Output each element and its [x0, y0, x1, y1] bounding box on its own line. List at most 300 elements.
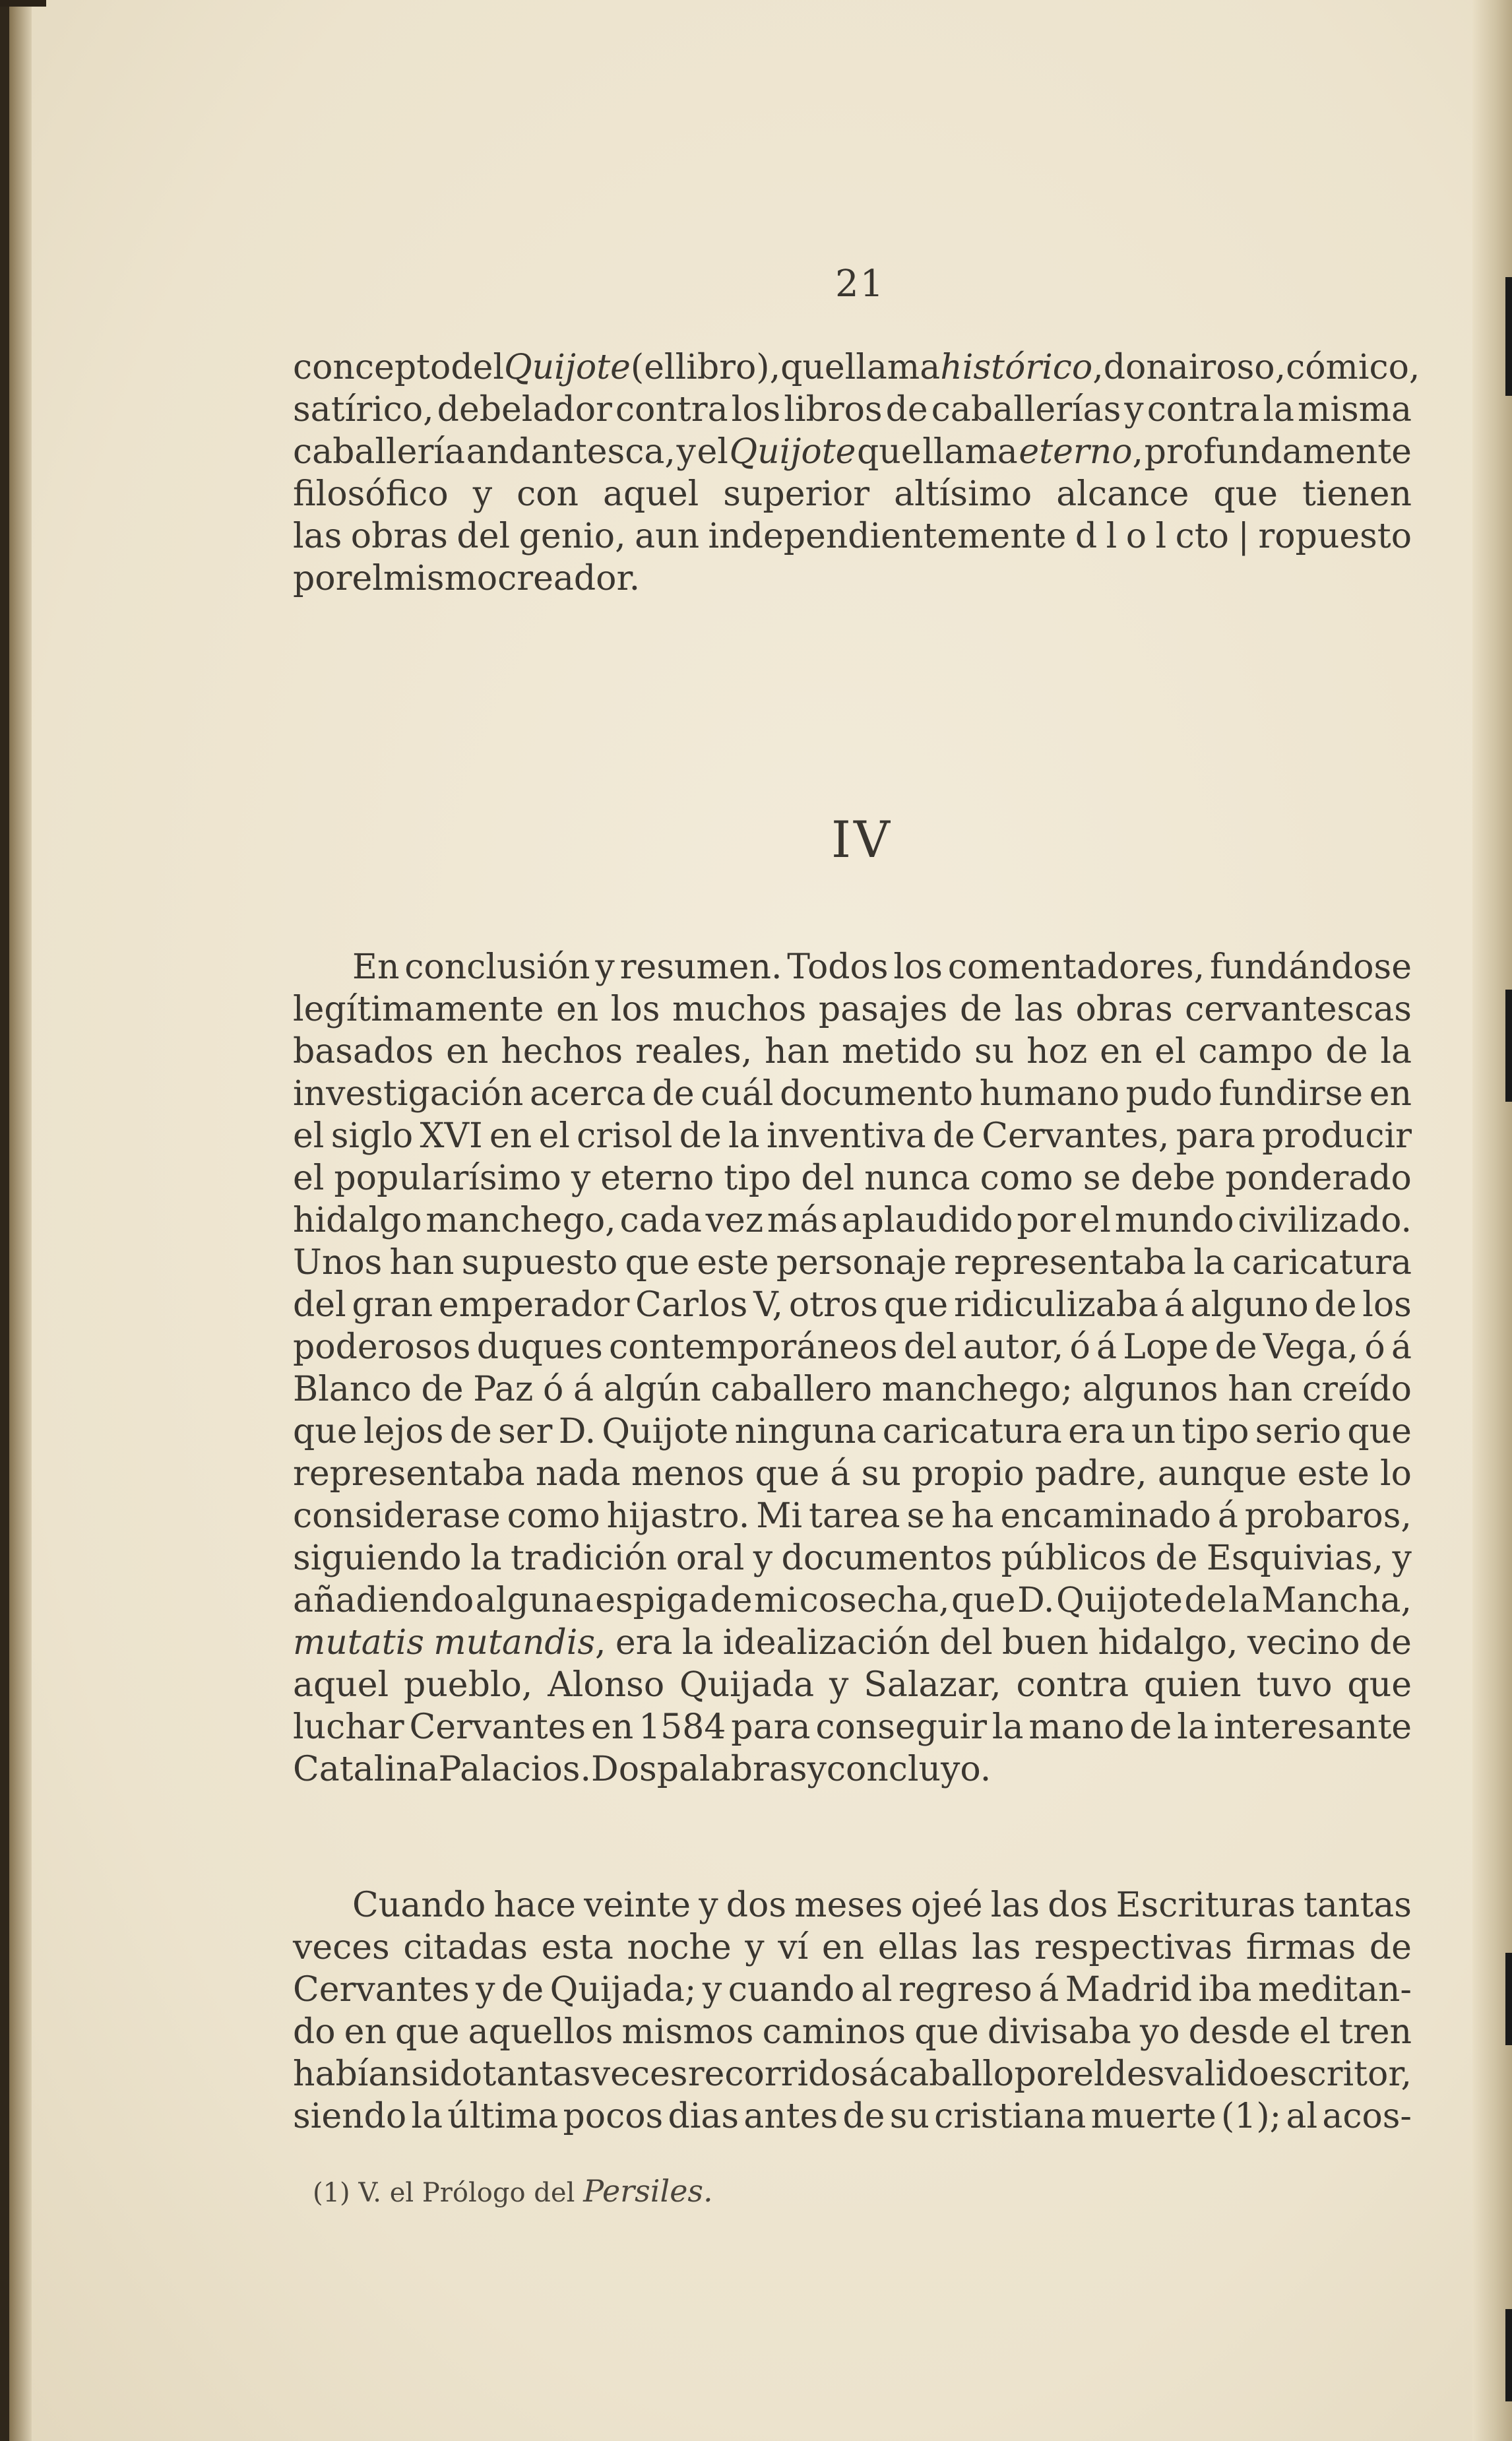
word: de: [710, 1581, 753, 1620]
word: aquel: [603, 474, 699, 514]
word: firmas: [1245, 1928, 1356, 1967]
word: que: [1347, 1412, 1412, 1451]
word: acerca: [529, 1074, 646, 1114]
word: profundamente: [1144, 432, 1412, 472]
word: hechos: [501, 1032, 623, 1071]
word: Quijote: [602, 1412, 729, 1451]
word: obras: [350, 517, 448, 556]
paragraph-continuation: [293, 346, 1420, 600]
word: para: [1176, 1116, 1255, 1156]
word: á: [1217, 1496, 1238, 1536]
text-line: [293, 473, 1412, 515]
word: tarea: [809, 1496, 900, 1536]
word: vecino: [1247, 1623, 1360, 1663]
text-line: [293, 389, 1412, 431]
word: esta: [541, 1928, 614, 1967]
word: D.: [1017, 1581, 1055, 1620]
word: do: [293, 2012, 336, 2052]
word: veces: [293, 1928, 390, 1967]
word: poderosos: [293, 1327, 471, 1367]
word: y: [472, 474, 493, 514]
word: cómico,: [1286, 348, 1420, 387]
word: aquel: [293, 1665, 389, 1705]
word: inventiva: [766, 1116, 926, 1156]
word: ellas: [877, 1928, 959, 1967]
word: á: [1391, 1327, 1412, 1367]
word: este: [697, 1243, 769, 1283]
word: á: [868, 2054, 889, 2094]
word: libro),: [675, 348, 781, 387]
italic-word: Quijote: [504, 348, 631, 387]
word: del: [903, 1327, 957, 1367]
word: ridiculizaba: [953, 1285, 1158, 1325]
word: siguiendo: [293, 1538, 462, 1578]
text-line: [293, 346, 1420, 389]
word: tipo: [1181, 1412, 1249, 1451]
word: tradición: [510, 1538, 668, 1578]
word: representaba: [954, 1243, 1186, 1283]
word: caballería: [293, 432, 465, 472]
word: los: [1362, 1285, 1412, 1325]
word: altísimo: [894, 474, 1032, 514]
word: aquellos: [468, 2012, 614, 2052]
word: ha: [951, 1496, 994, 1536]
word: Alonso: [548, 1665, 665, 1705]
word: que: [1347, 1665, 1412, 1705]
text-line: [293, 1157, 1412, 1199]
text-line: [293, 1537, 1412, 1579]
word: tienen: [1302, 474, 1412, 514]
word: oral: [676, 1538, 745, 1578]
word: lo: [1379, 1454, 1412, 1494]
word: que: [951, 1581, 1016, 1620]
word: ,: [1132, 432, 1144, 472]
text-line: [293, 2011, 1412, 2053]
word: la: [470, 1538, 502, 1578]
word: concepto: [293, 348, 451, 387]
word: el: [697, 432, 728, 472]
word: ropuesto: [1258, 517, 1412, 556]
word: como: [980, 1158, 1073, 1198]
word: en: [821, 1928, 865, 1967]
word: manchego,: [425, 1201, 616, 1240]
word: se: [906, 1496, 945, 1536]
word: interesante: [1213, 1707, 1412, 1747]
word: yo: [1139, 2012, 1180, 2052]
word: de: [1155, 1538, 1198, 1578]
word: por: [293, 559, 352, 598]
word: menos: [631, 1454, 745, 1494]
word: muerte: [1090, 2097, 1216, 2136]
word: fundirse: [1218, 1074, 1364, 1114]
binding-corner: [0, 0, 46, 7]
word: contra: [1016, 1665, 1129, 1705]
text-line: [293, 1453, 1412, 1495]
word: por: [1017, 1201, 1076, 1240]
word: y: [807, 1750, 827, 1789]
word: y: [571, 1158, 591, 1198]
word: supuesto: [461, 1243, 618, 1283]
word: regreso: [898, 1970, 1032, 2010]
word: autor,: [962, 1327, 1064, 1367]
word: l: [1155, 517, 1167, 556]
word: cosecha,: [799, 1581, 950, 1620]
word: documento: [780, 1074, 974, 1114]
word: desde: [1188, 2012, 1291, 2052]
word: y: [829, 1665, 849, 1705]
word: su: [889, 2097, 929, 2136]
text-line: [293, 1368, 1412, 1411]
word: resumen.: [619, 947, 782, 987]
word: vez: [705, 1201, 764, 1240]
word: algún: [603, 1370, 701, 1409]
italic-word: eterno: [1019, 432, 1133, 472]
word: civilizado.: [1238, 1201, 1412, 1240]
word: el: [1299, 2012, 1331, 2052]
word: la: [1177, 1707, 1209, 1747]
word: hidalgo,: [1098, 1623, 1238, 1663]
word: ninguna: [734, 1412, 877, 1451]
word: caricatura: [882, 1412, 1062, 1451]
word: de: [679, 1116, 722, 1156]
word: D.: [558, 1412, 596, 1451]
word: documentos: [781, 1538, 993, 1578]
word: última: [447, 2097, 559, 2136]
text-line: [293, 1199, 1412, 1242]
word: de: [1369, 1623, 1412, 1663]
footnote: [313, 2173, 713, 2209]
text-line: [293, 557, 1412, 600]
word: pocos: [563, 2097, 664, 2136]
word: ó: [543, 1370, 564, 1409]
word: que: [1213, 474, 1278, 514]
word: que: [780, 348, 845, 387]
word: siglo: [331, 1116, 414, 1156]
word: escritor,: [1269, 2054, 1412, 2094]
word: que: [883, 1285, 949, 1325]
word: mano: [1028, 1707, 1125, 1747]
word: cervantescas: [1185, 990, 1412, 1029]
word: comentadores,: [947, 947, 1205, 987]
word: veinte: [584, 1886, 691, 1925]
word: caminos: [762, 2012, 906, 2052]
word: debe: [1131, 1158, 1216, 1198]
word: del: [801, 1158, 855, 1198]
word: iba: [1198, 1970, 1252, 2010]
word: los: [610, 990, 660, 1029]
word: palabras: [656, 1750, 807, 1789]
text-line: [293, 1115, 1412, 1157]
word: |: [1238, 517, 1249, 556]
word: tipo: [724, 1158, 792, 1198]
word: contra: [1147, 390, 1260, 429]
word: d: [1075, 517, 1098, 556]
word: de: [842, 2097, 885, 2136]
word: Catalina: [293, 1750, 439, 1789]
word: tantas: [482, 2054, 591, 2094]
word: debelador: [437, 390, 612, 429]
text-line: [293, 1411, 1412, 1453]
word: era: [1068, 1412, 1125, 1451]
word: dias: [668, 2097, 740, 2136]
word: ó: [1069, 1327, 1090, 1367]
word: Madrid: [1065, 1970, 1193, 2010]
word: hace: [493, 1886, 576, 1925]
word: en: [344, 2012, 387, 2052]
word: su: [861, 1454, 901, 1494]
word: ,: [595, 1623, 606, 1663]
word: caricatura: [1232, 1243, 1412, 1283]
text-line: [293, 1748, 1412, 1791]
word: Cervantes: [293, 1970, 470, 2010]
edge-mark: [1505, 990, 1512, 1102]
word: que: [395, 2012, 460, 2052]
word: idealización: [722, 1623, 930, 1663]
text-line: [293, 2053, 1412, 2095]
footnote-text: V. el Prólogo del: [358, 2178, 584, 2208]
word: contemporáneos: [609, 1327, 898, 1367]
word: Lope: [1123, 1327, 1209, 1367]
word: cuál: [701, 1074, 774, 1114]
text-line: [293, 1073, 1412, 1115]
word: creído: [1302, 1370, 1412, 1409]
word: ,: [1092, 348, 1104, 387]
word: Vega,: [1263, 1327, 1359, 1367]
italic-word: mutandis: [433, 1623, 596, 1663]
word: V,: [753, 1285, 784, 1325]
word: XVI: [420, 1116, 483, 1156]
word: la: [1263, 390, 1295, 429]
word: que: [625, 1243, 690, 1283]
word: y: [595, 947, 615, 987]
word: Paz: [473, 1370, 534, 1409]
word: Mi: [756, 1496, 803, 1536]
word: añadiendo: [293, 1581, 474, 1620]
word: satírico,: [293, 390, 434, 429]
word: lejos: [363, 1412, 444, 1451]
word: á: [573, 1370, 594, 1409]
word: de: [449, 1412, 492, 1451]
word: de: [1184, 1581, 1227, 1620]
word: personaje: [776, 1243, 947, 1283]
word: tuvo: [1256, 1665, 1333, 1705]
word: en: [1100, 1032, 1143, 1071]
word: caballerías: [931, 390, 1121, 429]
word: campo: [1198, 1032, 1313, 1071]
word: algunos: [1082, 1370, 1218, 1409]
word: muchos: [672, 990, 807, 1029]
word: Todos: [787, 947, 889, 987]
word: propio: [912, 1454, 1024, 1494]
word: que: [293, 1412, 358, 1451]
edge-mark: [1505, 2309, 1512, 2401]
word: en: [590, 1707, 634, 1747]
word: Palacios.: [438, 1750, 592, 1789]
word: mismo: [383, 559, 498, 598]
word: y: [1124, 390, 1144, 429]
word: concluyo.: [826, 1750, 992, 1789]
word: el: [293, 1158, 325, 1198]
word: Cervantes,: [982, 1116, 1170, 1156]
word: Dos: [591, 1750, 657, 1789]
word: el: [1154, 1032, 1186, 1071]
word: emperador: [438, 1285, 630, 1325]
word: ví: [778, 1928, 809, 1967]
word: han: [389, 1243, 455, 1283]
word: pudo: [1125, 1074, 1213, 1114]
word: popularísimo: [334, 1158, 561, 1198]
word: á: [830, 1454, 851, 1494]
word: y: [753, 1538, 773, 1578]
word: en: [555, 990, 599, 1029]
word: llama: [844, 348, 941, 387]
text-line: [293, 1030, 1412, 1073]
word: considerase: [293, 1496, 501, 1536]
italic-word: mutatis: [293, 1623, 424, 1663]
word: meditan-: [1258, 1970, 1412, 2010]
text-line: [293, 1326, 1412, 1368]
word: Unos: [293, 1243, 383, 1283]
text-line: [293, 1926, 1412, 1969]
word: las: [293, 517, 342, 556]
word: donairoso,: [1103, 348, 1286, 387]
word: han: [765, 1032, 830, 1071]
word: hijastro.: [606, 1496, 750, 1536]
word: han: [1228, 1370, 1293, 1409]
word: á: [1096, 1327, 1118, 1367]
word: este: [1297, 1454, 1370, 1494]
word: buen: [1002, 1623, 1089, 1663]
word: Carlos: [635, 1285, 748, 1325]
word: nada: [535, 1454, 621, 1494]
word: hoz: [1026, 1032, 1088, 1071]
word: la: [1193, 1243, 1225, 1283]
italic-word: histórico: [940, 348, 1093, 387]
word: 1584: [639, 1707, 726, 1747]
edge-mark: [1505, 1953, 1512, 2045]
word: padre,: [1034, 1454, 1147, 1494]
word: era: [615, 1623, 673, 1663]
word: eterno: [600, 1158, 714, 1198]
word: mi: [753, 1581, 798, 1620]
word: acos-: [1322, 2097, 1412, 2136]
word: las: [1014, 990, 1063, 1029]
word: de: [932, 1116, 975, 1156]
word: cto: [1175, 517, 1229, 556]
word: alguna: [475, 1581, 594, 1620]
word: veces: [590, 2054, 688, 2094]
word: producir: [1262, 1116, 1412, 1156]
word: cristiana: [934, 2097, 1087, 2136]
word: divisaba: [987, 2012, 1131, 2052]
word: sido: [411, 2054, 483, 2094]
word: superior: [723, 474, 870, 514]
word: Quijada: [679, 1665, 815, 1705]
word: alcance: [1056, 474, 1189, 514]
word: quien: [1143, 1665, 1242, 1705]
word: gran: [352, 1285, 433, 1325]
word: mundo: [1114, 1201, 1234, 1240]
word: humano: [979, 1074, 1119, 1114]
word: y: [699, 1886, 718, 1925]
word: reales,: [635, 1032, 753, 1071]
word: nunca: [864, 1158, 970, 1198]
word: en: [489, 1116, 532, 1156]
word: filosófico: [293, 474, 449, 514]
word: de: [960, 990, 1003, 1029]
text-line: [293, 2095, 1412, 2138]
word: la: [411, 2097, 443, 2136]
text-line: [293, 1495, 1412, 1537]
word: meses: [794, 1886, 903, 1925]
word: otros: [788, 1285, 878, 1325]
word: las: [972, 1928, 1021, 1967]
word: representaba: [293, 1454, 525, 1494]
text-line: [293, 1706, 1412, 1748]
word: de: [421, 1370, 464, 1409]
word: antes: [743, 2097, 838, 2136]
word: del: [451, 348, 505, 387]
word: Escrituras: [1116, 1886, 1296, 1925]
word: del: [293, 1285, 346, 1325]
word: el: [352, 559, 383, 598]
word: de: [1314, 1285, 1357, 1325]
text-line: [293, 1284, 1412, 1326]
word: que: [857, 432, 922, 472]
word: investigación: [293, 1074, 524, 1114]
word: á: [1164, 1285, 1185, 1325]
word: la: [1228, 1581, 1260, 1620]
word: el: [293, 1116, 325, 1156]
word: serio: [1255, 1412, 1342, 1451]
word: (el: [630, 348, 676, 387]
text-line: [293, 1242, 1412, 1284]
word: ojeé: [910, 1886, 983, 1925]
word: siendo: [293, 2097, 407, 2136]
word: aplaudido: [841, 1201, 1013, 1240]
word: hidalgo: [293, 1201, 422, 1240]
word: de: [1129, 1707, 1172, 1747]
paragraph-conclusion: [293, 946, 1412, 1791]
word: desvalido: [1104, 2054, 1269, 2094]
word: con: [517, 474, 579, 514]
text-line: [293, 1622, 1412, 1664]
text-line: [293, 946, 1412, 988]
word: habían: [293, 2054, 411, 2094]
word: Quijote: [1055, 1581, 1183, 1620]
word: al: [860, 1970, 893, 2010]
word: metido: [841, 1032, 962, 1071]
word: ser: [498, 1412, 553, 1451]
word: legítimamente: [293, 990, 544, 1029]
word: crisol: [577, 1116, 673, 1156]
word: para: [731, 1707, 811, 1747]
word: creador.: [497, 559, 641, 598]
word: Mancha,: [1261, 1581, 1412, 1620]
word: encaminado: [1000, 1496, 1211, 1536]
word: Cuando: [352, 1886, 486, 1925]
word: independientemente: [708, 517, 1067, 556]
text-line: [293, 988, 1412, 1030]
paragraph-journey: [293, 1884, 1412, 2138]
word: genio,: [519, 517, 626, 556]
word: basados: [293, 1032, 434, 1071]
word: En: [352, 947, 400, 987]
word-group: [940, 346, 1103, 389]
text-line: [293, 1884, 1412, 1926]
word: en: [446, 1032, 489, 1071]
word: el: [1073, 2054, 1105, 2094]
